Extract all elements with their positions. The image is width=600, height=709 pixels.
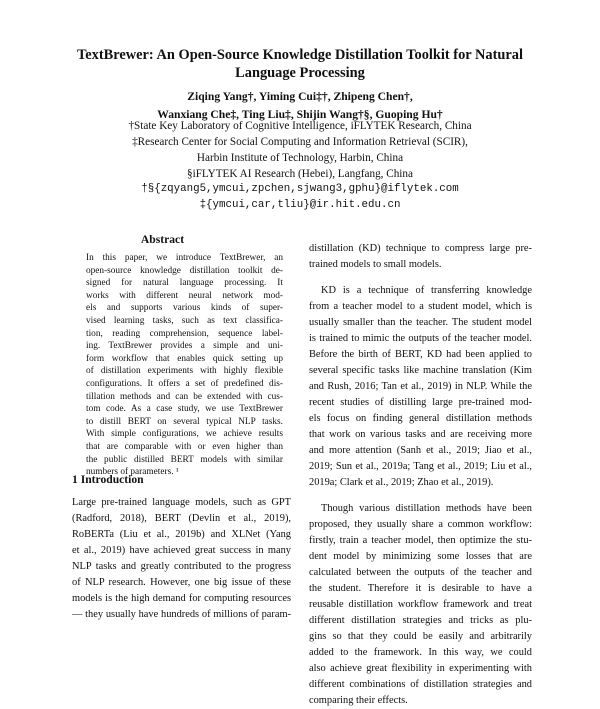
body-line: gins so that they could be easily and arbitrarily [309,631,532,642]
body-line: et al., 2019) have achieved great success in many [72,545,291,556]
body-line: that work on various tasks and are receiving more [309,429,532,440]
email-line: †§{zqyang5,ymcui,zpchen,sjwang3,gphu}@iflytek.com [141,183,459,195]
body-line: els focus on finding general distillation methods [309,413,532,424]
email-line: ‡{ymcui,car,tliu}@ir.hit.edu.cn [199,199,401,211]
body-line: of NLP research. However, one big issue of these [72,577,291,588]
abstract-line: the public distilled BERT models with similar [86,454,283,465]
body-line: RoBERTa (Liu et al., 2019b) and XLNet (Yang [72,529,291,540]
body-line: — they usually have hundreds of millions of param- [72,609,291,620]
body-line: also achieve great flexibility in experimenting with [309,663,532,674]
body-line: from a teacher model to a student model, which is [309,301,532,312]
affiliation-line: Harbin Institute of Technology, Harbin, China [196,152,404,164]
abstract-line: els and supports various kinds of super- [86,303,283,314]
abstract-line: ing. TextBrewer provides a simple and uni- [86,341,283,352]
body-line: distillation (KD) technique to compress large pre- [309,243,532,254]
body-line: 2019a; Clark et al., 2019; Zhao et al., 2019). [309,477,494,488]
body-line: KD is a technique of transferring knowledge [321,285,532,296]
abstract-body [86,252,283,479]
body-line: comparing their effects. [309,695,408,706]
abstract-line: tillation methods and can be extended with cus- [86,391,283,402]
introduction-body [72,495,291,623]
abstract-line: to distill BERT on several typical NLP tasks. [86,416,283,427]
abstract-line: of distillation experiments with highly flexible [86,366,283,377]
body-line: different distillation strategies and tricks as plu- [309,615,532,626]
body-line: added to the framework. In this way, we could [309,647,532,658]
body-line: (Radford, 2018), BERT (Devlin et al., 2019), [72,513,291,524]
body-line: several specific tasks like machine translation (Kim [309,365,532,376]
paper-title [40,46,560,82]
abstract-line: In this paper, we introduce TextBrewer, an [86,253,283,263]
author-line: Wanxiang Che‡, Ting Liu‡, Shijin Wang†§, Guoping Hu† [157,108,443,121]
affiliation-line: †State Key Laboratory of Cognitive Intelligence, iFLYTEK Research, China [128,120,472,132]
paragraph-gap [309,491,532,501]
abstract-line: open-source knowledge distillation toolkit de- [86,265,283,276]
body-line: proposed, they usually share a common workflow: [309,519,532,530]
body-line: and Rush, 2016; Tan et al., 2019) in NLP. While the [309,381,532,392]
author-line: Ziqing Yang†, Yiming Cui‡†, Zhipeng Chen†, [187,90,413,103]
body-line: calculated between the outputs of the teacher and [309,567,532,578]
abstract-line: numbers of parameters. ¹ [86,467,179,478]
affiliations [40,118,560,182]
body-line: firstly, train a teacher model, then optimize the stu- [309,535,532,546]
affiliation-line: §iFLYTEK AI Research (Hebei), Langfang, China [187,168,413,180]
body-line: and more attention (Sanh et al., 2019; Jiao et al., [309,445,532,456]
body-line: reusable distillation workflow framework and treat [309,599,532,610]
abstract-line: vised learning tasks, such as text classifica- [86,315,283,326]
section-heading-introduction: 1 Introduction [72,473,144,486]
body-line: is trained to mimic the outputs of the teacher model. [309,333,532,344]
abstract-line: tom code. As a case study, we use TextBrewer [86,404,283,415]
body-line: 2019; Sun et al., 2019a; Tang et al., 2019; Liu et al., [309,461,532,472]
body-line: different combinations of distillation strategies and [309,679,532,690]
abstract-heading: Abstract [140,233,185,246]
affiliation-line: ‡Research Center for Social Computing and Information Retrieval (SCIR), [132,136,468,148]
abstract-line: With simple configurations, we achieve results [86,429,283,440]
abstract-line: configurations. It offers a set of predefined dis- [86,378,283,389]
abstract-line: tion, reading comprehension, sequence label- [86,328,283,339]
right-column-body [309,241,532,709]
body-line: NLP tasks and greatly contributed to the progress [72,561,291,572]
body-line: Before the birth of BERT, KD had been applied to [309,349,532,360]
abstract-line: form workflow that enables quick setting up [86,353,283,364]
abstract-line: that are comparable with or even higher than [86,441,283,452]
body-line: trained models to small models. [309,259,442,270]
email-addresses [40,181,560,213]
paragraph-gap [309,273,532,283]
body-line: models is the high demand for computing resources [72,593,291,604]
body-line: dent model by minimizing some losses that are [309,551,532,562]
body-line: the student. Therefore it is desirable to have a [309,583,532,594]
body-line: Large pre-trained language models, such as GPT [72,497,291,508]
title-line: Language Processing [235,65,365,81]
body-line: Though various distillation methods have been [321,503,532,514]
abstract-line: works with different neural network mod- [86,290,283,301]
abstract-line: signed for natural language processing. It [86,278,283,289]
body-line: recent studies of distilling large pre-trained mod- [309,397,532,408]
body-line: usually smaller than the teacher. The student model [309,317,532,328]
title-line: TextBrewer: An Open-Source Knowledge Distillation Toolkit for Natural [77,47,523,63]
